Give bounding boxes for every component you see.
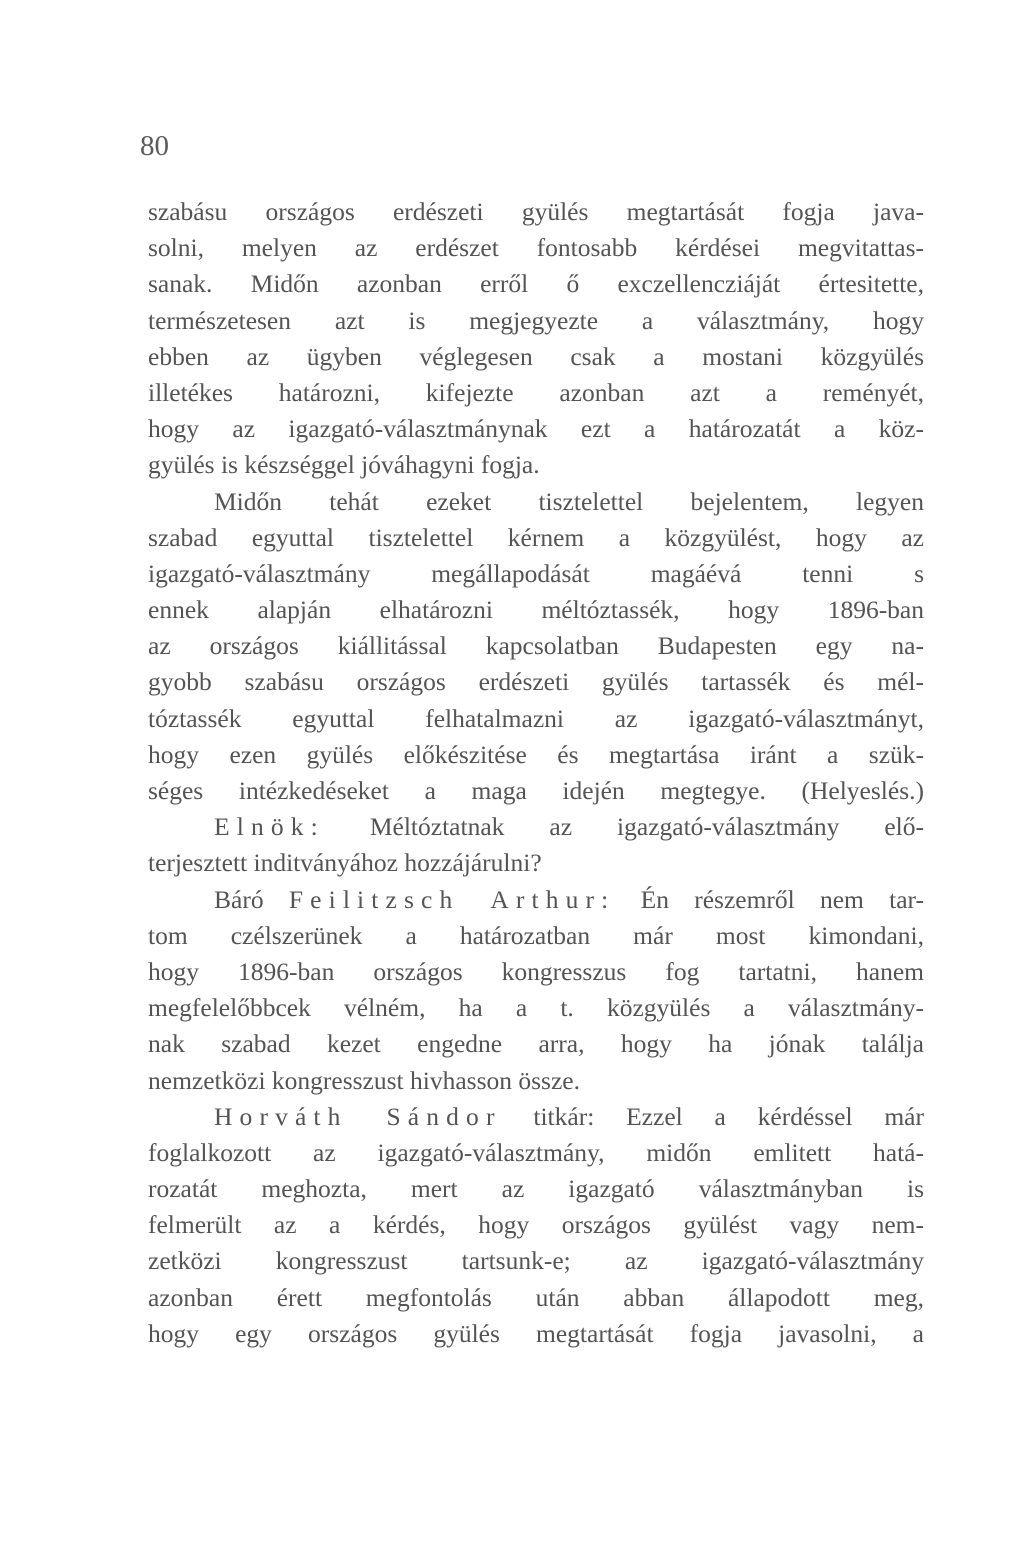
text-line: nemzetközi kongresszust hivhasson össze.	[148, 1065, 580, 1095]
text-line: szabad egyuttal tisztelettel kérnem a közgyülést, hogy az	[148, 522, 924, 552]
text-line: ebben az ügyben véglegesen csak a mostani közgyülés	[148, 341, 924, 371]
speech-text: Méltóztatnak az igazgató-választmány elő-	[369, 812, 925, 842]
text-line: tom czélszerünek a határozatban már most kimondani,	[148, 920, 924, 950]
text-line	[148, 882, 924, 918]
text-line: hogy 1896-ban országos kongresszus fog tartatni, hanem	[148, 956, 924, 986]
text-line: az országos kiállitással kapcsolatban Budapesten egy na-	[148, 631, 924, 661]
speaker-name: Elnök:	[214, 812, 325, 842]
speech-text: Ezzel a kérdéssel már	[626, 1101, 924, 1131]
text-line: gyobb szabásu országos erdészeti gyülés tartassék és mél-	[148, 667, 924, 697]
text-line	[148, 1099, 924, 1135]
text-line: természetesen azt is megjegyezte a választmány, hogy	[148, 305, 924, 335]
text-line: sanak. Midőn azonban erről ő exczellencziáját értesitette,	[148, 269, 924, 299]
text-line: Midőn tehát ezeket tisztelettel bejelentem, legyen	[214, 486, 924, 516]
text-line: illetékes határozni, kifejezte azonban azt a reményét,	[148, 377, 924, 407]
text-line: solni, melyen az erdészet fontosabb kérdései megvitattas-	[148, 233, 924, 263]
speaker-name: Horváth Sándor	[214, 1101, 502, 1131]
text-line: azonban érett megfontolás után abban állapodott meg,	[148, 1282, 924, 1312]
text-line: hogy egy országos gyülés megtartását fogja javasolni, a	[148, 1318, 924, 1348]
body-text	[148, 194, 924, 1352]
speaker-name: Feilitzsch Arthur:	[288, 884, 616, 914]
text-line: igazgató-választmány megállapodását magáévá tenni s	[148, 558, 924, 588]
speech-text: Én részemről nem tar-	[640, 884, 925, 914]
text-line: tóztassék egyuttal felhatalmazni az igazgató-választmányt,	[148, 703, 924, 733]
text-line: felmerült az a kérdés, hogy országos gyülést vagy nem-	[148, 1210, 924, 1240]
text-line: szabásu országos erdészeti gyülés megtartását fogja java-	[148, 197, 924, 226]
text-line: hogy ezen gyülés előkészitése és megtartása iránt a szük-	[148, 739, 924, 769]
text-line: foglalkozott az igazgató-választmány, midőn emlitett hatá-	[148, 1137, 924, 1167]
text-line: terjesztett inditványához hozzájárulni?	[148, 848, 542, 878]
text-line: megfelelőbbcek vélném, ha a t. közgyülés a választmány-	[148, 993, 924, 1023]
speaker-title: Báró	[214, 884, 264, 914]
text-line: hogy az igazgató-választmánynak ezt a határozatát a köz-	[148, 414, 924, 444]
text-line: ennek alapján elhatározni méltóztassék, hogy 1896-ban	[148, 595, 924, 625]
page-number: 80	[140, 130, 169, 162]
text-line: séges intézkedéseket a maga idején megtegye. (Helyeslés.)	[148, 776, 924, 805]
text-line: gyülés is készséggel jóváhagyni fogja.	[148, 450, 540, 480]
text-line: rozatát meghozta, mert az igazgató választmányban is	[148, 1174, 924, 1204]
speaker-role: titkár:	[533, 1101, 595, 1131]
text-line	[148, 809, 924, 845]
text-line: zetközi kongresszust tartsunk-e; az igazgató-választmány	[148, 1246, 924, 1276]
text-line: nak szabad kezet engedne arra, hogy ha jónak találja	[148, 1029, 924, 1059]
